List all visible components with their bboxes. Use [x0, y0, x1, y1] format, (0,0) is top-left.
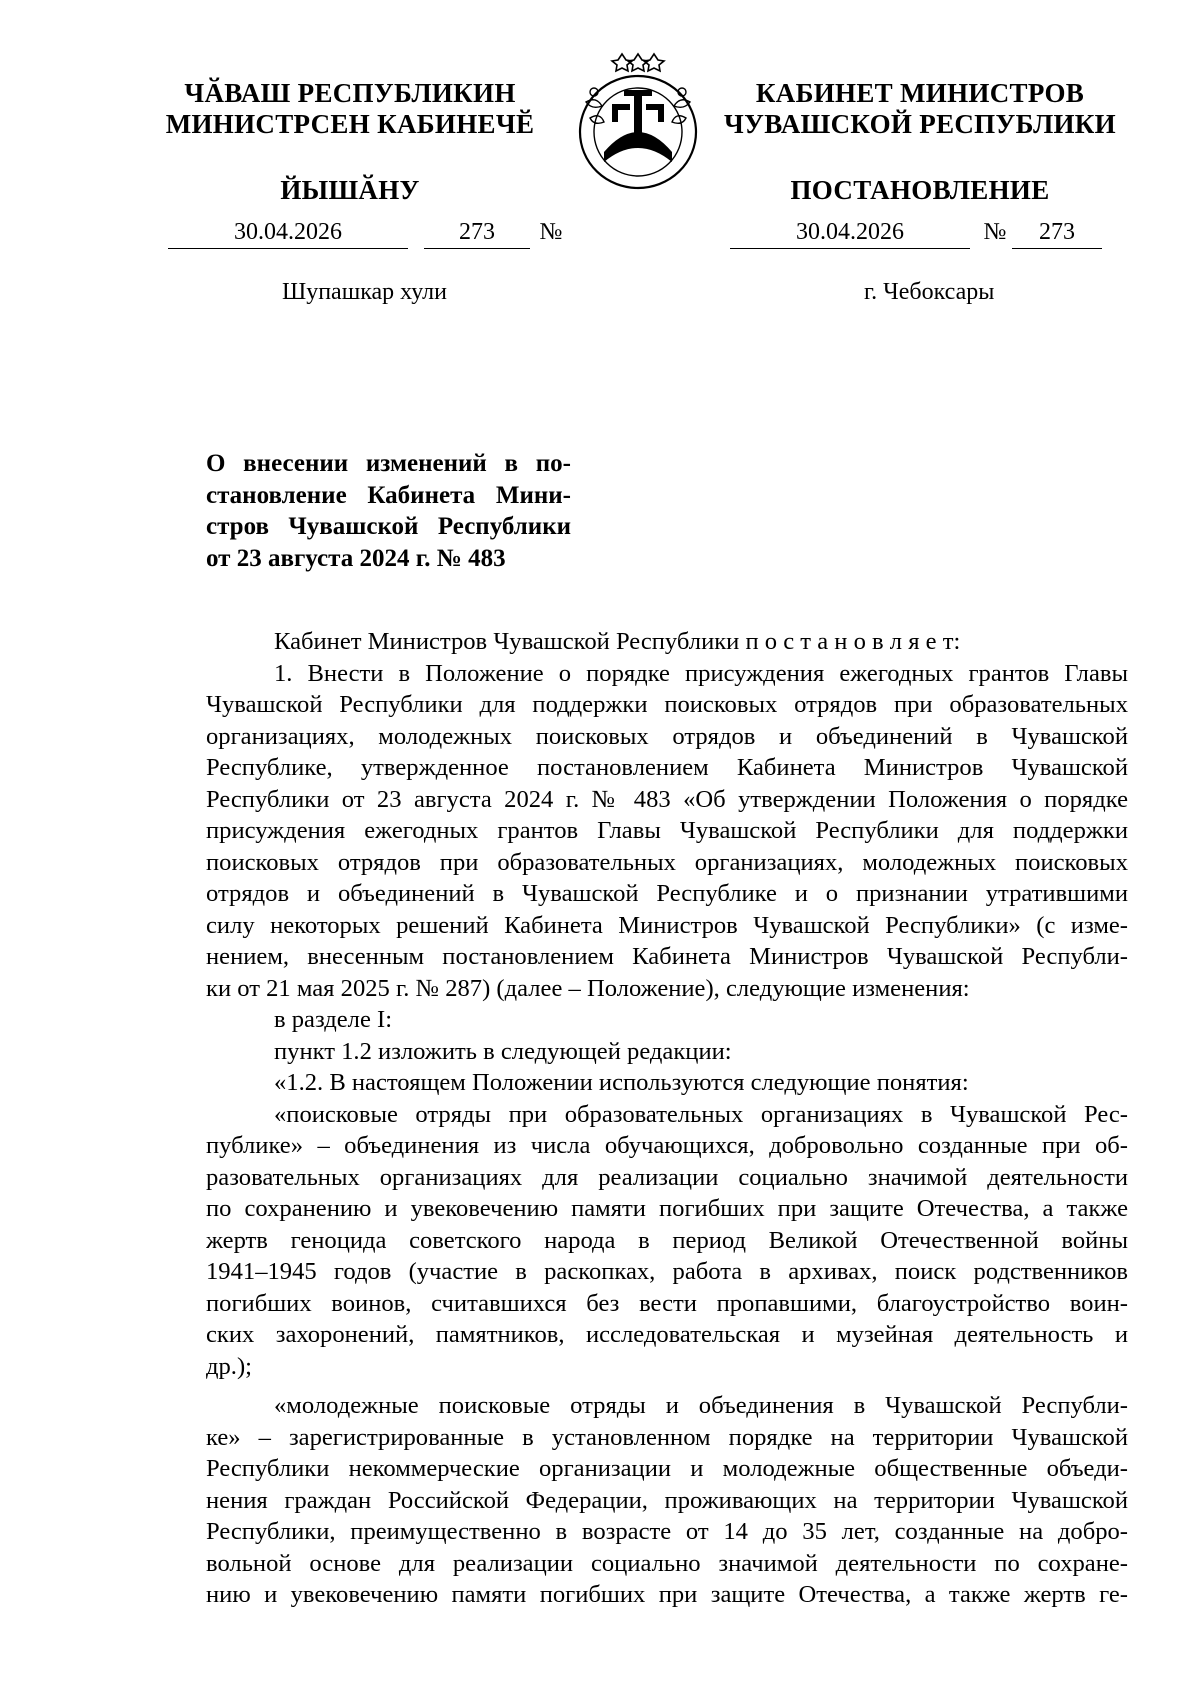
body-line: нением, внесенным постановлением Кабинета Министров Чувашской Республи-	[206, 943, 1128, 970]
document-body	[206, 626, 1128, 1611]
body-line: организациях, молодежных поисковых отрядов и объединений в Чувашской	[206, 722, 1128, 750]
left-org-line1: ЧӐВАШ РЕСПУБЛИКИН	[184, 78, 516, 108]
body-line: пункт 1.2 изложить в следующей редакции:	[274, 1037, 732, 1065]
body-line: 1. Внести в Положение о порядке присуждения ежегодных грантов Главы	[274, 659, 1128, 687]
body-line: разовательных организациях для реализации социально значимой деятельности	[206, 1163, 1128, 1191]
left-number-sign: №	[539, 219, 563, 245]
paragraph-gap	[206, 1382, 1128, 1390]
right-org-line1: КАБИНЕТ МИНИСТРОВ	[755, 78, 1085, 108]
body-line: по сохранению и увековечению памяти погибших при защите Отечества, а также	[206, 1195, 1128, 1222]
header-left	[160, 78, 540, 206]
body-line: ских захоронений, памятников, исследовательская и музейная деятельность и	[206, 1321, 1128, 1348]
body-line: Республики некоммерческие организации и молодежные общественные объеди-	[206, 1455, 1128, 1482]
body-line: нения граждан Российской Федерации, проживающих на территории Чувашской	[206, 1486, 1128, 1514]
body-line: нию и увековечению памяти погибших при защите Отечества, а также жертв ге-	[206, 1581, 1128, 1608]
body-line: Чувашской Республики для поддержки поисковых отрядов при образовательных	[206, 691, 1128, 718]
subject-line: становление Кабинета Мини-	[206, 481, 571, 509]
left-number: 273	[459, 219, 495, 245]
body-line: «1.2. В настоящем Положении используются следующие понятия:	[274, 1069, 969, 1096]
left-date: 30.04.2026	[234, 219, 342, 245]
subject-line: стров Чувашской Республики	[206, 513, 571, 540]
body-line: публике» – объединения из числа обучающихся, добровольно созданные при об-	[206, 1132, 1128, 1159]
city-left: Шупашкар хули	[282, 279, 447, 305]
body-line: силу некоторых решений Кабинета Министров Чувашской Республики» (с изме-	[206, 911, 1128, 939]
subject-line: от 23 августа 2024 г. № 483	[206, 544, 506, 572]
body-line: присуждения ежегодных грантов Главы Чувашской Республики для поддержки	[206, 817, 1128, 844]
body-line: погибших воинов, считавшихся без вести пропавшими, благоустройство воин-	[206, 1289, 1128, 1317]
body-line: в разделе I:	[274, 1006, 393, 1033]
body-line: ки от 21 мая 2025 г. № 287) (далее – Положение), следующие изменения:	[206, 974, 970, 1002]
body-line: поисковых отрядов при образовательных организациях, молодежных поисковых	[206, 848, 1128, 876]
body-line: Республике, утвержденное постановлением Кабинета Министров Чувашской	[206, 754, 1128, 781]
body-line: вольной основе для реализации социально значимой деятельности по сохране-	[206, 1549, 1128, 1577]
header-right	[720, 78, 1120, 206]
right-org-line2: ЧУВАШСКОЙ РЕСПУБЛИКИ	[724, 109, 1116, 139]
right-number: 273	[1039, 219, 1075, 245]
city-right: г. Чебоксары	[864, 279, 995, 305]
body-line: Республики, преимущественно в возрасте от 14 до 35 лет, созданные на добро-	[206, 1518, 1128, 1545]
body-line: Республики от 23 августа 2024 г. № 483 «Об утверждении Положения о порядке	[206, 785, 1128, 813]
right-doc-type: ПОСТАНОВЛЕНИЕ	[790, 175, 1050, 205]
document-subject	[206, 448, 571, 574]
body-line: отрядов и объединений в Чувашской Республике и о признании утратившими	[206, 880, 1128, 907]
left-doc-type: ЙЫШӐНУ	[280, 175, 420, 205]
left-org-line2: МИНИСТРСЕН КАБИНЕЧӖ	[165, 109, 535, 139]
left-date-underline	[168, 248, 408, 249]
body-line: др.);	[206, 1352, 252, 1380]
body-line: ке» – зарегистрированные в установленном порядке на территории Чувашской	[206, 1423, 1128, 1451]
right-number-sign: №	[983, 219, 1007, 245]
body-line: Кабинет Министров Чувашской Республики п о с т а н о в л я е т:	[274, 628, 961, 655]
body-line: «молодежные поисковые отряды и объединения в Чувашской Республи-	[274, 1392, 1128, 1419]
right-number-underline	[1012, 248, 1102, 249]
right-date: 30.04.2026	[796, 219, 904, 245]
chuvash-coat-of-arms-icon	[572, 52, 704, 192]
right-date-underline	[730, 248, 970, 249]
body-line: 1941–1945 годов (участие в раскопках, работа в архивах, поиск родственников	[206, 1258, 1128, 1285]
subject-line: О внесении изменений в по-	[206, 450, 571, 477]
body-line: жертв геноцида советского народа в период Великой Отечественной войны	[206, 1226, 1128, 1254]
body-line: «поисковые отряды при образовательных организациях в Чувашской Рес-	[274, 1100, 1128, 1128]
left-number-underline	[424, 248, 530, 249]
